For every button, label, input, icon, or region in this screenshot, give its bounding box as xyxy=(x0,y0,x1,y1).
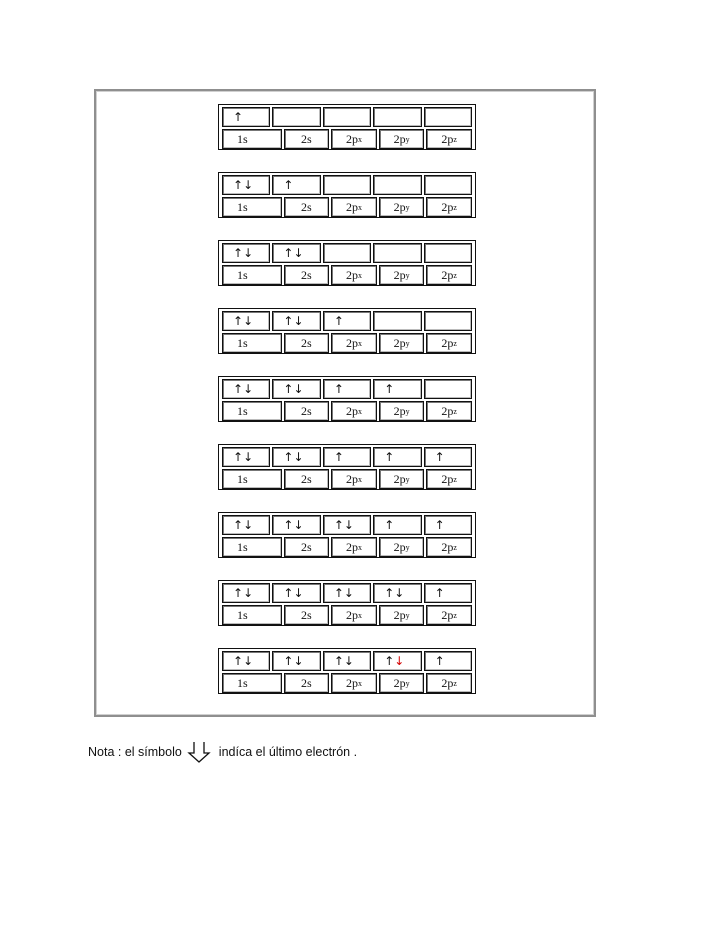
spin-row xyxy=(221,243,473,263)
spin-up-arrow: ↑ xyxy=(434,586,445,600)
orbital-label-row xyxy=(221,401,473,421)
orbital-label: 2p z xyxy=(426,197,472,217)
note-prefix: Nota : el símbolo xyxy=(88,745,182,759)
spin-up-arrow: ↑ xyxy=(283,382,294,396)
orbital-box xyxy=(222,515,270,535)
orbital-label: 2p y xyxy=(379,605,425,625)
orbital-box xyxy=(222,243,270,263)
spin-down-arrow: ↓ xyxy=(293,586,304,600)
orbital-label-row xyxy=(221,129,473,149)
orbital-label: 2p y xyxy=(379,469,425,489)
spin-row xyxy=(221,651,473,671)
spin-up-arrow: ↑ xyxy=(233,110,244,124)
spin-row xyxy=(221,379,473,399)
orbital-label: 2p x xyxy=(331,129,377,149)
spin-down-arrow: ↓ xyxy=(293,450,304,464)
orbital-box xyxy=(424,515,472,535)
orbital-label: 2p y xyxy=(379,265,425,285)
spin-up-arrow: ↑ xyxy=(333,518,344,532)
orbital-label: 2s xyxy=(284,401,330,421)
orbital-box xyxy=(424,651,472,671)
spin-down-arrow: ↓ xyxy=(243,450,254,464)
spin-down-arrow: ↓ xyxy=(343,586,354,600)
spin-down-arrow: ↓ xyxy=(293,518,304,532)
spin-up-arrow: ↑ xyxy=(283,178,294,192)
orbital-box xyxy=(222,583,270,603)
spin-up-arrow: ↑ xyxy=(384,586,395,600)
orbital-configuration-1 xyxy=(218,104,476,150)
orbital-box xyxy=(373,583,421,603)
orbital-label: 2p y xyxy=(379,333,425,353)
orbital-box xyxy=(424,107,472,127)
orbital-box xyxy=(373,311,421,331)
orbital-label: 1s xyxy=(222,265,282,285)
spin-down-arrow: ↓ xyxy=(293,246,304,260)
orbital-label: 1s xyxy=(222,537,282,557)
orbital-box xyxy=(424,175,472,195)
spin-up-arrow: ↑ xyxy=(233,450,244,464)
spin-up-arrow: ↑ xyxy=(233,382,244,396)
spin-down-arrow: ↓ xyxy=(243,382,254,396)
orbital-configuration-2 xyxy=(218,172,476,218)
spin-up-arrow: ↑ xyxy=(333,382,344,396)
spin-up-arrow: ↑ xyxy=(384,654,395,668)
orbital-label: 1s xyxy=(222,401,282,421)
orbital-label: 1s xyxy=(222,129,282,149)
spin-row xyxy=(221,447,473,467)
orbital-configuration-6 xyxy=(218,444,476,490)
orbital-label-row xyxy=(221,673,473,693)
spin-up-arrow: ↑ xyxy=(283,246,294,260)
orbital-box xyxy=(424,583,472,603)
orbital-label: 2s xyxy=(284,537,330,557)
orbital-box xyxy=(222,311,270,331)
spin-row xyxy=(221,175,473,195)
orbital-configuration-3 xyxy=(218,240,476,286)
spin-up-arrow: ↑ xyxy=(384,518,395,532)
orbital-label: 2p y xyxy=(379,197,425,217)
spin-up-arrow: ↑ xyxy=(384,382,395,396)
orbital-box xyxy=(424,379,472,399)
orbital-box xyxy=(373,515,421,535)
orbital-box xyxy=(272,379,320,399)
spin-up-arrow: ↑ xyxy=(233,246,244,260)
orbital-label-row xyxy=(221,197,473,217)
spin-down-arrow: ↓ xyxy=(243,654,254,668)
spin-up-arrow: ↑ xyxy=(333,654,344,668)
spin-up-arrow: ↑ xyxy=(233,654,244,668)
spin-up-arrow: ↑ xyxy=(233,586,244,600)
orbital-box xyxy=(272,107,320,127)
orbital-box xyxy=(373,243,421,263)
orbital-label: 2p z xyxy=(426,673,472,693)
orbital-box xyxy=(424,447,472,467)
spin-down-arrow: ↓ xyxy=(343,654,354,668)
spin-down-arrow: ↓ xyxy=(293,314,304,328)
spin-up-arrow: ↑ xyxy=(384,450,395,464)
last-electron-arrow: ↓ xyxy=(394,654,405,668)
orbital-label: 2p x xyxy=(331,605,377,625)
footnote xyxy=(88,741,357,763)
orbital-box xyxy=(323,447,371,467)
orbital-box xyxy=(373,651,421,671)
spin-up-arrow: ↑ xyxy=(434,450,445,464)
orbital-box xyxy=(323,583,371,603)
spin-row xyxy=(221,515,473,535)
orbital-label-row xyxy=(221,537,473,557)
orbital-label: 2s xyxy=(284,333,330,353)
orbital-box xyxy=(272,311,320,331)
orbital-label: 2p y xyxy=(379,401,425,421)
orbital-box xyxy=(272,447,320,467)
orbital-label: 2p x xyxy=(331,401,377,421)
orbital-label: 1s xyxy=(222,333,282,353)
orbital-box xyxy=(323,379,371,399)
orbital-configuration-7 xyxy=(218,512,476,558)
orbital-label: 2s xyxy=(284,129,330,149)
spin-up-arrow: ↑ xyxy=(283,314,294,328)
orbital-label-row xyxy=(221,265,473,285)
orbital-box xyxy=(323,515,371,535)
spin-up-arrow: ↑ xyxy=(333,450,344,464)
spin-up-arrow: ↑ xyxy=(283,654,294,668)
spin-up-arrow: ↑ xyxy=(283,450,294,464)
spin-down-arrow: ↓ xyxy=(243,314,254,328)
orbital-configuration-4 xyxy=(218,308,476,354)
spin-up-arrow: ↑ xyxy=(333,314,344,328)
orbital-box xyxy=(272,175,320,195)
spin-row xyxy=(221,107,473,127)
orbital-label: 2s xyxy=(284,605,330,625)
orbital-box xyxy=(323,651,371,671)
orbital-label-row xyxy=(221,333,473,353)
orbital-box xyxy=(323,311,371,331)
orbital-box xyxy=(222,651,270,671)
spin-up-arrow: ↑ xyxy=(283,586,294,600)
orbital-box xyxy=(373,175,421,195)
orbital-label: 2p z xyxy=(426,265,472,285)
orbital-label: 2p z xyxy=(426,537,472,557)
down-arrow-icon xyxy=(187,741,211,763)
orbital-label: 2p z xyxy=(426,129,472,149)
orbital-label: 2p x xyxy=(331,673,377,693)
orbital-label: 2p x xyxy=(331,537,377,557)
spin-down-arrow: ↓ xyxy=(243,178,254,192)
orbital-label: 2p y xyxy=(379,537,425,557)
orbital-box xyxy=(373,107,421,127)
orbital-label: 1s xyxy=(222,605,282,625)
spin-down-arrow: ↓ xyxy=(243,586,254,600)
spin-down-arrow: ↓ xyxy=(293,382,304,396)
spin-up-arrow: ↑ xyxy=(233,178,244,192)
orbital-label: 1s xyxy=(222,673,282,693)
orbital-box xyxy=(272,651,320,671)
orbital-box xyxy=(323,107,371,127)
orbital-label: 2p y xyxy=(379,673,425,693)
orbital-box xyxy=(222,379,270,399)
orbital-configuration-8 xyxy=(218,580,476,626)
spin-row xyxy=(221,311,473,331)
spin-down-arrow: ↓ xyxy=(343,518,354,532)
orbital-box xyxy=(424,243,472,263)
orbital-box xyxy=(222,175,270,195)
orbital-box xyxy=(222,447,270,467)
orbital-label: 2p z xyxy=(426,401,472,421)
orbital-label: 1s xyxy=(222,197,282,217)
orbital-label: 2p z xyxy=(426,469,472,489)
orbital-box xyxy=(272,583,320,603)
orbital-label: 2p z xyxy=(426,333,472,353)
spin-down-arrow: ↓ xyxy=(243,246,254,260)
orbital-label: 2s xyxy=(284,469,330,489)
orbital-box xyxy=(272,243,320,263)
orbital-label: 2s xyxy=(284,197,330,217)
spin-row xyxy=(221,583,473,603)
orbital-box xyxy=(323,243,371,263)
orbital-label-row xyxy=(221,469,473,489)
orbital-box xyxy=(272,515,320,535)
orbital-box xyxy=(373,447,421,467)
spin-up-arrow: ↑ xyxy=(434,518,445,532)
orbital-box xyxy=(373,379,421,399)
spin-down-arrow: ↓ xyxy=(394,586,405,600)
orbital-label: 2p x xyxy=(331,265,377,285)
orbital-label: 2s xyxy=(284,673,330,693)
spin-up-arrow: ↑ xyxy=(283,518,294,532)
orbital-label: 2p x xyxy=(331,333,377,353)
note-suffix: indíca el último electrón . xyxy=(218,745,358,759)
orbital-box xyxy=(424,311,472,331)
orbital-label: 1s xyxy=(222,469,282,489)
spin-up-arrow: ↑ xyxy=(233,314,244,328)
orbital-configuration-9 xyxy=(218,648,476,694)
orbital-label: 2p x xyxy=(331,197,377,217)
spin-down-arrow: ↓ xyxy=(243,518,254,532)
orbital-label: 2p z xyxy=(426,605,472,625)
spin-up-arrow: ↑ xyxy=(233,518,244,532)
orbital-label: 2p y xyxy=(379,129,425,149)
spin-up-arrow: ↑ xyxy=(434,654,445,668)
orbital-box xyxy=(222,107,270,127)
orbital-configuration-5 xyxy=(218,376,476,422)
orbital-box xyxy=(323,175,371,195)
orbital-label: 2p x xyxy=(331,469,377,489)
orbital-label-row xyxy=(221,605,473,625)
spin-down-arrow: ↓ xyxy=(293,654,304,668)
spin-up-arrow: ↑ xyxy=(333,586,344,600)
orbital-label: 2s xyxy=(284,265,330,285)
